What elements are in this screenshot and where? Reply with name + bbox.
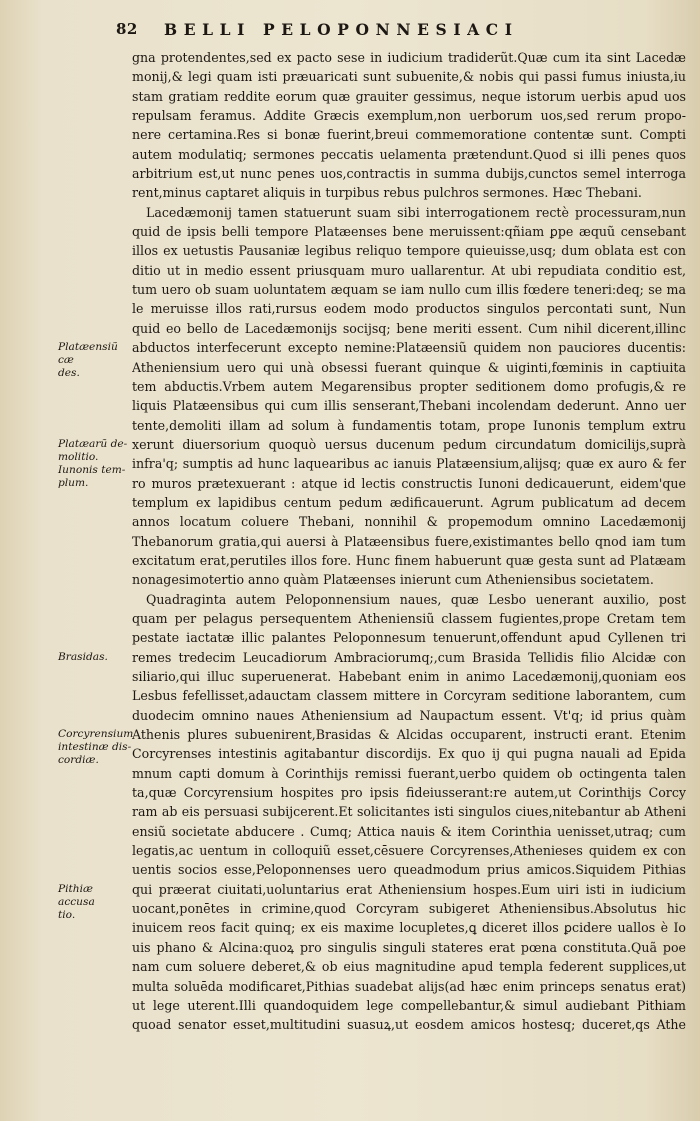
text-line: ta,quæ Corcyrensium hospites pro ipsis fideiusserant:re autem,ut Corinthijs Corcy bbox=[132, 785, 686, 801]
text-line: le meruisse illos rati,rursus eodem modo productos singulos percontati sunt, Nun bbox=[132, 301, 686, 317]
text-line: quid de ipsis belli tempore Platæenses bene meruissent:qñiam ꝑpe æquũ censebant bbox=[132, 224, 686, 240]
body-text bbox=[132, 48, 686, 1035]
margin-note: Platæarũ de- molitio. Iunonis tem- plum. bbox=[58, 438, 128, 489]
text-line: nere certamina.Res si bonæ fuerint,breui commemoratione contentæ sunt. Compti bbox=[132, 127, 686, 143]
text-line: Atheniensium uero qui unà obsessi fuerant quinque & uiginti,fœminis in captiuita bbox=[132, 359, 686, 375]
text-line: abductos interfecerunt excepto nemine:Platæensiũ quidem non pauciores ducentis: bbox=[132, 340, 686, 356]
text-line: uentis socios esse,Peloponnenses uero queadmodum prius amicos.Siquidem Pithias bbox=[132, 862, 686, 878]
text-line: xerunt diuersorium quoquò uersus ducenum pedum circundatum domicilijs,suprà bbox=[132, 436, 686, 452]
text-line: pestate iactatæ illic palantes Peloponnesum tenuerunt,offendunt apud Cyllenen tri bbox=[132, 630, 686, 646]
running-title: BELLI PELOPONNESIACI bbox=[164, 20, 519, 39]
text-line: nonagesimotertio anno quàm Platæenses inierunt cum Atheniensibus societatem. bbox=[132, 572, 654, 588]
text-line: siliario,qui illuc superuenerat. Habebant enim in animo Lacedæmonij,quoniam eos bbox=[132, 669, 686, 684]
text-line: illos ex uetustis Pausaniæ legibus reliquo tempore quieuisse,usq; dum oblata est con bbox=[132, 243, 686, 259]
text-line: legatis,ac uentum in colloquiũ esset,cēsuere Corcyrenses,Athenieses quidem ex con bbox=[132, 843, 686, 859]
text-line: remes tredecim Leucadiorum Ambraciorumq;,cum Brasida Tellidis filio Alcidæ con bbox=[132, 649, 686, 665]
text-line: ut lege uterent.Illi quandoquidem lege compellebantur,& simul audiebant Pithiam bbox=[132, 997, 686, 1013]
text-line: ensiũ societate abducere . Cumq; Attica nauis & item Corinthia uenisset,utraq; cum bbox=[132, 823, 686, 839]
text-line: excitatum erat,perutiles illos fore. Hunc finem habuerunt quæ gesta sunt ad Platæam bbox=[132, 552, 686, 568]
text-line: templum ex lapidibus centum pedum ædificauerunt. Agrum publicatum ad decem bbox=[132, 494, 686, 510]
text-line: Corcyrenses intestinis agitabantur discordijs. Ex quo ij qui pugna nauali ad Epida bbox=[132, 746, 686, 762]
text-line: Thebanorum gratia,qui auersi à Platæensibus fuere,existimantes bello qnod iam tum bbox=[132, 533, 686, 549]
folio-number: 82 bbox=[116, 20, 138, 38]
margin-note: Pithiæ accusa tio. bbox=[58, 883, 95, 922]
text-line: mnum capti domum à Corinthijs remissi fuerant,uerbo quidem ob octingenta talen bbox=[132, 765, 686, 781]
text-line: uis phano & Alcina:quoꝝ pro singulis singuli stateres erat pœna constituta.Quã poe bbox=[132, 939, 686, 955]
text-line: ram ab eis persuasi subijcerent.Et solicitantes isti singulos ciues,nitebantur ab Atheni bbox=[132, 804, 686, 820]
text-line: uocant,ponētes in crimine,quod Corcyram subigeret Atheniensibus.Absolutus hic bbox=[132, 901, 686, 917]
text-line: quoad senator esset,multitudini suasuꝝ,ut eosdem amicos hostesq; duceret,qs Athe bbox=[132, 1017, 686, 1033]
margin-note: Corcyrensium intestinæ dis- cordiæ. bbox=[58, 728, 134, 767]
text-line: rent,minus captaret aliquis in turpibus rebus pulchros sermones. Hæc Thebani. bbox=[132, 185, 642, 201]
text-line: quid eo bello de Lacedæmonijs socijsq; bene meriti essent. Cum nihil dicerent,illinc bbox=[132, 320, 686, 336]
text-line: annos locatum coluere Thebani, nonnihil & propemodum omnino Lacedæmonij bbox=[132, 514, 686, 530]
text-line: monij,& legi quam isti præuaricati sunt subuenite,& nobis qui passi fumus iniusta,iu bbox=[132, 69, 686, 85]
text-line: repulsam feramus. Addite Græcis exemplum,non uerborum uos,sed rerum propo- bbox=[132, 108, 686, 124]
text-line: infra'q; sumptis ad hunc laquearibus ac ianuis Platæensium,alijsq; quæ ex auro & fer bbox=[132, 456, 686, 472]
text-line: arbitrium est,ut nunc penes uos,contractis in summa dubijs,cunctos semel interroga bbox=[132, 166, 686, 182]
margin-note: Platæensiũ cæ des. bbox=[58, 341, 118, 380]
text-line: tum uero ob suam uoluntatem æquam se iam nullo cum illis fœdere teneri:deq; se ma bbox=[132, 282, 686, 298]
page-header bbox=[110, 14, 690, 44]
text-line: multa soluēda modificaret,Pithias suadebat alijs(ad hæc enim princeps senatus erat) bbox=[132, 978, 686, 994]
text-line: Athenis plures subuenirent,Brasidas & Alcidas occuparent, instructi erant. Etenim bbox=[132, 727, 686, 743]
text-line: tem abductis.Vrbem autem Megarensibus propter seditionem domo profugis,& re bbox=[132, 378, 686, 394]
text-line: qui præerat ciuitati,uoluntarius erat Atheniensium hospes.Eum uiri isti in iudicium bbox=[132, 881, 686, 897]
text-line: Lesbus fefellisset,adauctam classem mittere in Corcyram seditione laborantem, cum bbox=[132, 688, 686, 704]
text-line: autem modulatiq; sermones peccatis uelamenta prætendunt.Quod si illi penes quos bbox=[132, 146, 686, 162]
text-line: inuicem reos facit quinq; ex eis maxime locupletes,ꝗ diceret illos ꝑcidere uallos è Io bbox=[132, 920, 686, 936]
text-line: quam per pelagus persequentem Atheniensiũ classem fugientes,prope Cretam tem bbox=[132, 610, 686, 626]
margin-note: Brasidas. bbox=[58, 650, 108, 663]
text-line: Quadraginta autem Peloponnensium naues, quæ Lesbo uenerant auxilio, post bbox=[146, 591, 686, 607]
text-line: duodecim omnino naues Atheniensium ad Naupactum essent. Vt'q; id prius quàm bbox=[132, 707, 686, 723]
text-line: gna protendentes,sed ex pacto sese in iudicium tradiderũt.Quæ cum ita sint Lacedæ bbox=[132, 50, 686, 65]
text-line: ditio ut in medio essent priusquam muro uallarentur. At ubi repudiata conditio est, bbox=[132, 262, 686, 278]
text-line: stam gratiam reddite eorum quæ grauiter gessimus, neque istorum uerbis apud uos bbox=[132, 88, 686, 104]
text-line: ro muros prætexuerant : atque id lectis constructis Iunoni dedicauerunt, eidem'que bbox=[132, 475, 686, 491]
text-line: Lacedæmonij tamen statuerunt suam sibi interrogationem rectè processuram,nun bbox=[146, 204, 686, 220]
text-line: tente,demoliti illam ad solum à fundamentis totam, prope Iunonis templum extru bbox=[132, 417, 686, 433]
text-line: liquis Platæensibus qui cum illis senserant,Thebani incolendam dederunt. Anno uer bbox=[132, 398, 686, 414]
text-line: nam cum soluere deberet,& ob eius magnitudine apud templa federent supplices,ut bbox=[132, 959, 686, 975]
